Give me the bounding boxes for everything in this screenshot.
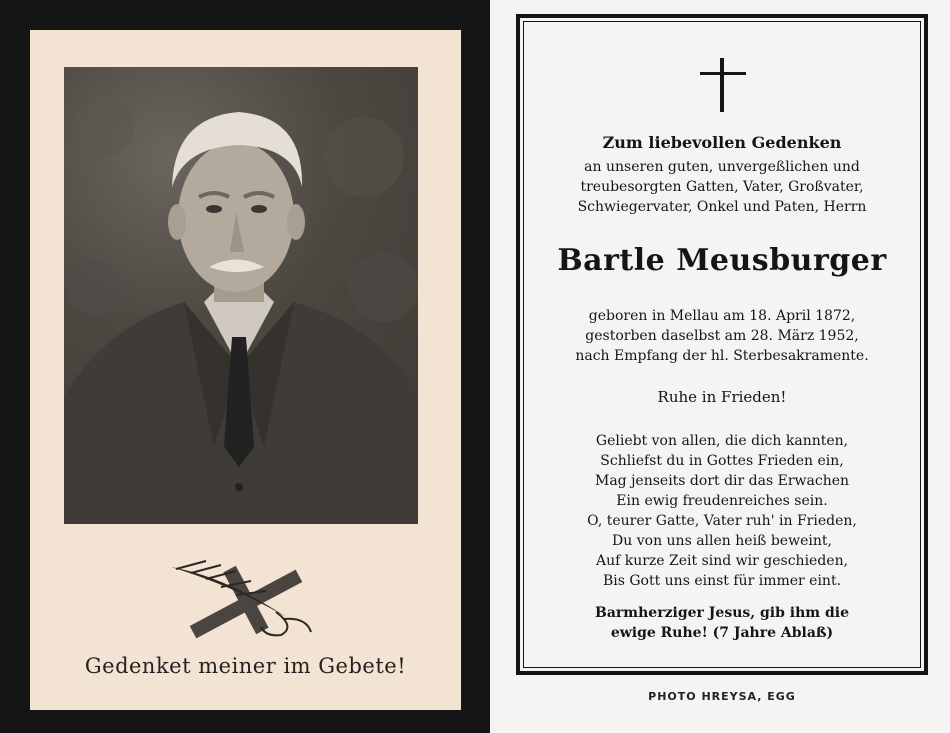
life-dates: geboren in Mellau am 18. April 1872, gestorben daselbst am 28. März 1952, nach Empfang der hl. Sterbesakramente. bbox=[575, 308, 869, 364]
photo-credit: PHOTO HREYSA, EGG bbox=[648, 690, 796, 703]
memorial-caption: Gedenket meiner im Gebete! bbox=[84, 654, 407, 678]
portrait-illustration bbox=[64, 67, 418, 524]
cross-icon bbox=[700, 58, 746, 112]
deceased-name: Bartle Meusburger bbox=[557, 243, 887, 278]
left-card-paper bbox=[30, 30, 461, 710]
portrait-photo bbox=[64, 67, 418, 524]
memorial-poem: Geliebt von allen, die dich kannten, Schliefst du in Gottes Frieden ein, Mag jenseits dort dir das Erwachen Ein ewig freudenreiches sein. O, teurer Gatte, Vater ruh' in Frieden, Du von uns allen heiß beweint, Auf kurze Zeit sind wir geschieden, Bis Gott uns einst für immer eint. bbox=[587, 433, 857, 589]
closing-prayer: Barmherziger Jesus, gib ihm die ewige Ruhe! (7 Jahre Ablaß) bbox=[595, 605, 849, 641]
cross-and-palm-emblem bbox=[166, 557, 326, 642]
memorial-heading: Zum liebevollen Gedenken bbox=[602, 133, 842, 152]
intro-text: an unseren guten, unvergeßlichen und treubesorgten Gatten, Vater, Großvater, Schwiegervater, Onkel und Paten, Herrn bbox=[577, 159, 867, 215]
right-card bbox=[490, 0, 950, 733]
rest-in-peace: Ruhe in Frieden! bbox=[657, 388, 787, 406]
